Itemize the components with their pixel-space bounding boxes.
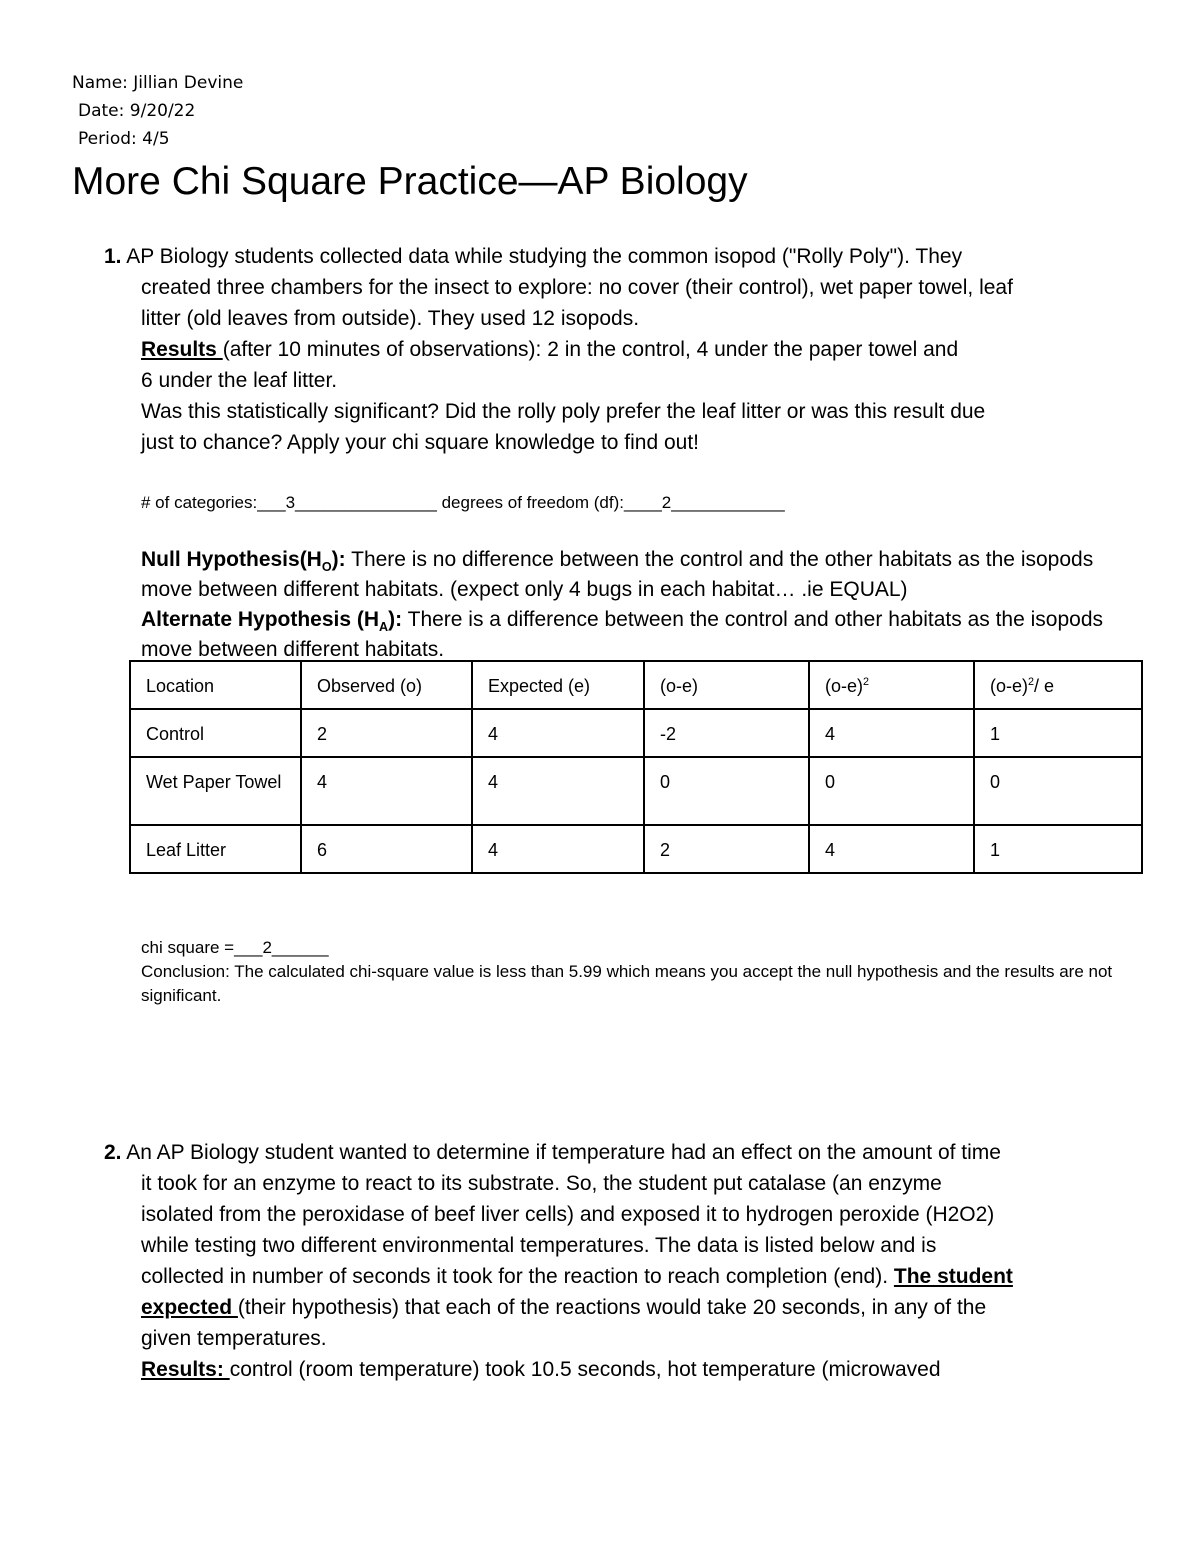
cell-chi-term: 1 xyxy=(974,825,1142,873)
alt-close: ): xyxy=(388,608,403,631)
cell-observed: 6 xyxy=(301,825,472,873)
table-row xyxy=(130,709,1142,757)
null-text: There is no difference between the control and the other habitats as the isopods move between different habitats. (expect only 4 bugs in each habitat… .ie EQUAL) xyxy=(141,548,1094,601)
q2-number: 2. xyxy=(104,1141,122,1164)
q2-line2: it took for an enzyme to react to its substrate. So, the student put catalase (an enzyme xyxy=(141,1172,942,1195)
null-label-text: Null Hypothesis(H xyxy=(141,548,322,571)
cell-o-minus-e: 0 xyxy=(644,757,809,825)
q1-results-label: Results xyxy=(141,338,223,361)
header-chi-text: (o-e) xyxy=(990,676,1029,696)
name-value: Jillian Devine xyxy=(133,73,244,93)
conclusion-text: Conclusion: The calculated chi-square value is less than 5.99 which means you accept the null hypothesis and the results are not significant. xyxy=(141,962,1113,1005)
q1-line1-text: AP Biology students collected data while studying the common isopod ("Rolly Poly"). They xyxy=(126,245,963,268)
q2-line6 xyxy=(104,1292,1144,1323)
conclusion xyxy=(141,936,1141,1008)
cell-location: Control xyxy=(130,709,301,757)
cell-observed: 4 xyxy=(301,757,472,825)
header-chi-sup: 2 xyxy=(1028,676,1035,688)
alt-sub: A xyxy=(379,620,389,635)
header-o-minus-e-squared xyxy=(809,661,974,709)
cell-expected: 4 xyxy=(472,709,644,757)
date-value: 9/20/22 xyxy=(129,101,196,121)
cell-o-minus-e-squared: 0 xyxy=(809,757,974,825)
name-label: Name: xyxy=(72,73,128,93)
period-value: 4/5 xyxy=(142,129,170,149)
date-label: Date: xyxy=(78,101,125,121)
q2-line5 xyxy=(104,1261,1144,1292)
table-row xyxy=(130,825,1142,873)
header-o-minus-e: (o-e) xyxy=(644,661,809,709)
header-ome2-sup: 2 xyxy=(863,676,870,688)
cell-location: Leaf Litter xyxy=(130,825,301,873)
q1-question-line2: just to chance? Apply your chi square knowledge to find out! xyxy=(141,431,700,454)
q2-results-label: Results: xyxy=(141,1358,230,1381)
question-1 xyxy=(104,241,1144,458)
header-observed: Observed (o) xyxy=(301,661,472,709)
cell-location: Wet Paper Towel xyxy=(130,757,301,825)
chi-square-result: chi square =___2______ xyxy=(141,938,329,957)
q1-results-line1 xyxy=(104,334,1144,365)
alternate-hypothesis xyxy=(141,605,1141,665)
header-chi-tail: / e xyxy=(1034,676,1055,696)
q2-line4: while testing two different environmental temperatures. The data is listed below and is xyxy=(141,1234,937,1257)
q2-line6-text: (their hypothesis) that each of the reactions would take 20 seconds, in any of the xyxy=(237,1296,987,1319)
page-title: More Chi Square Practice—AP Biology xyxy=(72,160,748,203)
categories-line: # of categories:___3_______________ degrees of freedom (df):____2____________ xyxy=(141,493,785,512)
q1-question-line1: Was this statistically significant? Did the rolly poly prefer the leaf litter or was this result due xyxy=(141,400,986,423)
cell-o-minus-e-squared: 4 xyxy=(809,825,974,873)
date-line xyxy=(78,101,195,121)
q1-line2: created three chambers for the insect to explore: no cover (their control), wet paper towel, leaf xyxy=(141,276,1013,299)
cell-observed: 2 xyxy=(301,709,472,757)
cell-o-minus-e: -2 xyxy=(644,709,809,757)
q2-line3: isolated from the peroxidase of beef liver cells) and exposed it to hydrogen peroxide (H2O2) xyxy=(141,1203,995,1226)
q1-line3: litter (old leaves from outside). They used 12 isopods. xyxy=(141,307,640,330)
q1-results-line2: 6 under the leaf litter. xyxy=(141,369,338,392)
q1-number: 1. xyxy=(104,245,122,268)
header-expected: Expected (e) xyxy=(472,661,644,709)
question-2 xyxy=(104,1137,1144,1385)
alt-label xyxy=(141,608,403,635)
period-line xyxy=(78,129,170,149)
cell-expected: 4 xyxy=(472,757,644,825)
q2-line1 xyxy=(104,1137,1144,1168)
period-label: Period: xyxy=(78,129,137,149)
header-chi-term xyxy=(974,661,1142,709)
table-header-row xyxy=(130,661,1142,709)
cell-chi-term: 0 xyxy=(974,757,1142,825)
header-ome2-text: (o-e) xyxy=(825,676,864,696)
cell-expected: 4 xyxy=(472,825,644,873)
cell-o-minus-e: 2 xyxy=(644,825,809,873)
alt-text: There is a difference between the control and other habitats as the isopods move between different habitats. xyxy=(141,608,1104,661)
q2-student-label: The student xyxy=(893,1265,1013,1288)
chi-square-table xyxy=(129,660,1143,874)
q2-results-text: control (room temperature) took 10.5 seconds, hot temperature (microwaved xyxy=(229,1358,941,1381)
q2-line1-text: An AP Biology student wanted to determine if temperature had an effect on the amount of time xyxy=(126,1141,1001,1164)
q1-line1 xyxy=(104,241,1144,272)
null-label xyxy=(141,548,346,575)
q2-expected-label: expected xyxy=(141,1296,238,1319)
q2-results xyxy=(104,1354,1144,1385)
null-sub: O xyxy=(321,560,332,575)
header-location: Location xyxy=(130,661,301,709)
cell-o-minus-e-squared: 4 xyxy=(809,709,974,757)
q2-line7: given temperatures. xyxy=(141,1327,327,1350)
null-hypothesis xyxy=(141,545,1141,605)
hypotheses xyxy=(141,545,1141,665)
alt-label-text: Alternate Hypothesis (H xyxy=(141,608,380,631)
null-close: ): xyxy=(331,548,346,571)
table-row xyxy=(130,757,1142,825)
name-line xyxy=(72,73,243,93)
q1-results-text: (after 10 minutes of observations): 2 in the control, 4 under the paper towel and xyxy=(222,338,959,361)
q2-line5-text: collected in number of seconds it took for the reaction to reach completion (end). xyxy=(141,1265,894,1288)
cell-chi-term: 1 xyxy=(974,709,1142,757)
